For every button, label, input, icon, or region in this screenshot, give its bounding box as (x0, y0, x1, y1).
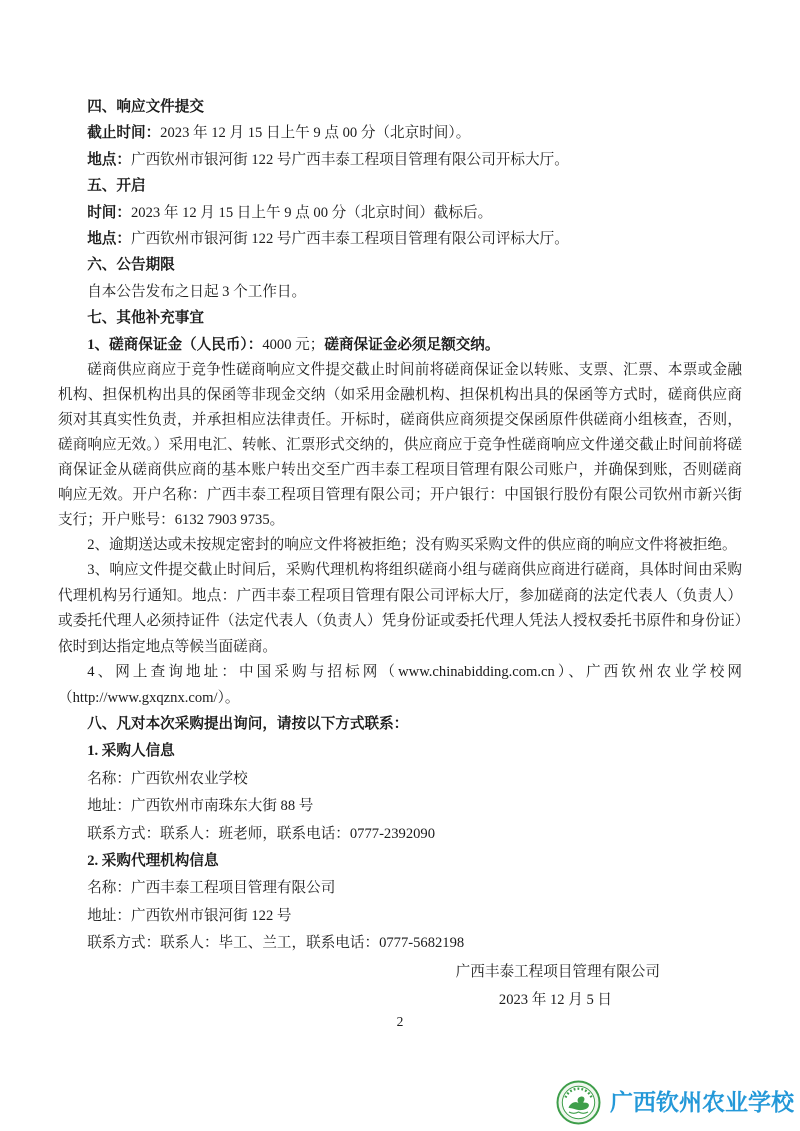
agency-contact-line: 联系方式：联系人：毕工、兰工，联系电话：0777-5682198 (87, 935, 465, 952)
opening-time-value: 2023 年 12 月 15 日上午 9 点 00 分（北京时间）截标后。 (130, 204, 493, 221)
deadline-value: 2023 年 12 月 15 日上午 9 点 00 分（北京时间）。 (160, 125, 471, 142)
negotiation-arrangement-item: 3、响应文件提交截止时间后，采购代理机构将组织磋商小组与磋商供应商进行磋商，具体时间由采购代理机构另行通知。地点：广西丰泰工程项目管理有限公司评标大厅，参加磋商的法定代表人（负责人）或委托代理人必须持证件（法定代表人（负责人）凭身份证或委托代理人凭法人授权委托书原件和身份证）依时到达指定地点等候当面磋商。 (58, 562, 742, 655)
school-watermark-text: 广西钦州农业学校 (610, 1089, 794, 1115)
opening-time-line (58, 200, 742, 226)
section4-heading: 四、响应文件提交 (87, 99, 204, 115)
section6-heading: 六、公告期限 (87, 257, 175, 274)
buyer-name-line: 名称：广西钦州农业学校 (87, 770, 248, 787)
agency-address-line: 地址：广西钦州市银河街 122 号 (87, 907, 292, 924)
section5-heading: 五、开启 (87, 178, 146, 195)
opening-place-value: 广西钦州市银河街 122 号广西丰泰工程项目管理有限公司评标大厅。 (130, 231, 569, 248)
deposit-amount: 4000 元； (262, 336, 325, 353)
late-delivery-item: 2、逾期送达或未按规定密封的响应文件将被拒绝；没有购买采购文件的供应商的响应文件将被拒绝。 (87, 537, 737, 554)
deadline-label: 截止时间： (87, 125, 161, 142)
agency-info-heading: 2. 采购代理机构信息 (87, 852, 219, 869)
submission-deadline-line (58, 120, 742, 146)
buyer-contact-line: 联系方式：联系人：班老师，联系电话：0777-2392090 (87, 825, 436, 842)
signature-date: 2023 年 12 月 5 日 (498, 991, 612, 1008)
page-number: 2 (396, 1013, 404, 1029)
deposit-emphasis: 磋商保证金必须足额交纳。 (324, 336, 500, 353)
submission-place-label: 地点： (87, 151, 131, 168)
deposit-label: 1、磋商保证金（人民币）： (87, 336, 263, 353)
buyer-address-line: 地址：广西钦州市南珠东大街 88 号 (87, 798, 314, 815)
opening-place-line (58, 226, 742, 252)
submission-place-line (58, 147, 742, 173)
contact-section (58, 711, 742, 958)
agency-name-line: 名称：广西丰泰工程项目管理有限公司 (87, 880, 336, 897)
announcement-body (58, 94, 742, 1030)
submission-place-value: 广西钦州市银河街 122 号广西丰泰工程项目管理有限公司开标大厅。 (130, 151, 569, 168)
signature-company: 广西丰泰工程项目管理有限公司 (455, 963, 660, 980)
section8-heading: 八、凡对本次采购提出询问，请按以下方式联系： (87, 715, 409, 732)
buyer-info-heading: 1. 采购人信息 (87, 743, 175, 760)
deposit-item-line (58, 332, 742, 358)
opening-time-label: 时间： (87, 204, 131, 221)
opening-place-label: 地点： (87, 231, 131, 248)
section7-heading: 七、其他补充事宜 (87, 310, 204, 327)
online-query-item: 4、网上查询地址：中国采购与招标网（www.chinabidding.com.cn）、广西钦州农业学校网（http://www.gxqznx.com/）。 (58, 664, 742, 706)
school-logo-icon (556, 1080, 601, 1125)
deposit-detail-paragraph: 磋商供应商应于竞争性磋商响应文件提交截止时间前将磋商保证金以转账、支票、汇票、本票或金融机构、担保机构出具的保函等非现金交纳（如采用金融机构、担保机构出具的保函等方式时，磋商供应商须对其真实性负责，并承担相应法律责任。开标时，磋商供应商须提交保函原件供磋商小组核查，否则，磋商响应无效。）采用电汇、转帐、汇票形式交纳的，供应商应于竞争性磋商响应文件递交截止时间前将磋商保证金从磋商供应商的基本账户转出交至广西丰泰工程项目管理有限公司账户，并确保到账，否则磋商响应无效。开户名称：广西丰泰工程项目管理有限公司；开户银行：中国银行股份有限公司钦州市新兴街支行；开户账号：6132 7903 9735。 (58, 362, 742, 529)
announcement-period-line: 自本公告发布之日起 3 个工作日。 (87, 283, 307, 300)
school-watermark (556, 1080, 794, 1125)
